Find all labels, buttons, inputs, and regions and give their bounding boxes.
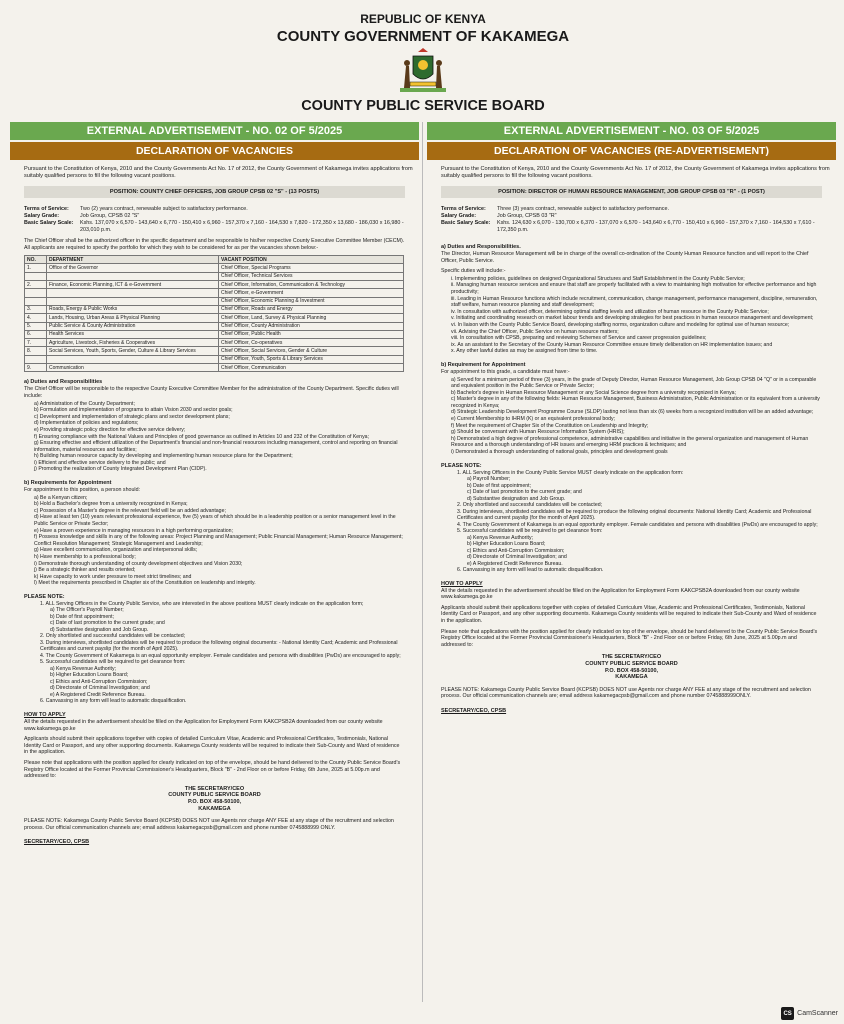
list-item: c) Possession of a Master's degree in the relevant field will be an added advantage;	[34, 507, 226, 514]
right-address	[427, 654, 836, 680]
address-line: THE SECRETARY/CEO	[184, 785, 245, 792]
list-item: 2. Only shortlisted and successful candidates will be contacted;	[40, 633, 186, 640]
left-howto-3: Please note that applications with the position applied for clearly indicated on top of the envelope, should be hand delivered to the County Public Service Board's Registry Office located at the Former Provincial Commissioner's Headquarters, Block "B" - 2nd Floor on or before Friday, 6th June, 2025 at 5.00p.m and addressed to:	[24, 759, 401, 780]
list-item: g) Have excellent communication, organization and interpersonal skills;	[34, 547, 198, 554]
grade-label: Salary Grade:	[24, 213, 60, 219]
address-line: KAKAMEGA	[198, 805, 231, 812]
right-advert-subtitle: DECLARATION OF VACANCIES (RE-ADVERTISEMENT)	[427, 142, 836, 160]
list-item: b) Hold a Bachelor's degree from a university recognized in Kenya;	[34, 501, 188, 508]
table-row	[25, 281, 404, 289]
right-footer-note: PLEASE NOTE: Kakamega County Public Service Board (KCPSB) DOES NOT use Agents nor charge ANY FEE at any stage of the recruitment and selection process. Our official communication channels are; email address kakamegacpsb@gmail.com and phone number 0745888999ONLY.	[441, 686, 811, 700]
list-item: a) Be a Kenyan citizen;	[34, 494, 88, 501]
table-cell	[25, 297, 47, 305]
terms-label: Terms of Service:	[441, 206, 486, 212]
list-item: i. Implementing policies, guidelines on designed Organizational Structures and Staff Establishment in the County Public Service;	[451, 275, 745, 282]
address-line: KAKAMEGA	[615, 674, 648, 681]
list-item: d) Strategic Leadership Development Programme Course (SLDP) lasting not less than six (6) weeks from a recognized institution will be an added advantage;	[451, 409, 814, 416]
table-cell: 4.	[25, 314, 47, 322]
left-duties-title: a) Duties and Responsibilities	[24, 379, 103, 386]
left-duties-intro: The Chief Officer will be responsible to the respective County Executive Committee Member for the administration of the County Department. Specific duties will include:	[24, 386, 399, 399]
right-advert-title: EXTERNAL ADVERTISEMENT - NO. 03 OF 5/2025	[427, 122, 836, 140]
left-reqs-list	[34, 495, 405, 587]
list-item: d) Implementation of policies and regulations;	[34, 420, 139, 427]
list-item: c) Date of last promotion to the current grade; and	[50, 620, 165, 627]
table-cell: Chief Officer, Public Health	[219, 330, 404, 338]
scale-value: Kshs. 124,630 x 6,070 - 130,700 x 6,370 - 137,070 x 6,570 - 143,640 x 6,770 - 150,410 x 6,960 - 157,370 x 7,160 - 164,530 x 7,610 - 172,350 p.m.	[497, 220, 815, 233]
list-item: c) Ethics and Anti-Corruption Commission;	[50, 678, 148, 685]
right-req-intro: For appointment to this grade, a candidate must have:-	[441, 368, 570, 375]
table-cell	[47, 272, 219, 280]
list-item: e) A Registered Credit Reference Bureau.	[467, 560, 563, 567]
grade-value: Job Group, CPSB 03 "R"	[497, 213, 557, 219]
list-item: f) Possess knowledge and skills in any of the following areas: Project Planning and Management; Public Financial Management; Human Resource Management; Conflict Resolution Management; Strategic Management and Leadership;	[34, 534, 403, 547]
table-cell: Chief Officer, Roads and Energy	[219, 305, 404, 313]
left-advert-subtitle: DECLARATION OF VACANCIES	[10, 142, 419, 160]
list-item: j) Be a strategic thinker and results oriented;	[34, 567, 136, 574]
list-item: 4. The County Government of Kakamega is an equal opportunity employer. Female candidates and persons with disabilities (PwDs) are encouraged to apply;	[457, 521, 818, 528]
scale-value: Kshs. 137,070 x 6,570 - 143,640 x 6,770 - 150,410 x 6,960 - 157,370 x 7,160 - 164,530 x 7,820 - 172,350 x 13,680 - 186,030 x 16,980 - 203,010 p.m.	[80, 220, 404, 233]
list-item: viii. In consultation with CPSB, preparing and reviewing Schemes of Service and career progression guidelines;	[451, 335, 707, 342]
table-cell: Office of the Governor	[47, 264, 219, 272]
right-advert	[427, 122, 836, 845]
address-line: P.O. BOX 458-50100,	[187, 798, 242, 805]
list-item: i) Demonstrate thorough understanding of county development objectives and Vision 2030;	[34, 560, 243, 567]
table-cell	[25, 289, 47, 297]
columns	[10, 122, 836, 845]
list-item: d) Directorate of Criminal Investigation; and	[467, 554, 567, 561]
list-item: c) Date of last promotion to the current grade; and	[467, 489, 582, 496]
list-item: f) Meet the requirement of Chapter Six of the Constitution on Leadership and Integrity;	[451, 422, 649, 429]
list-item: vi. In liaison with the County Public Service Board, developing staffing norms, organization culture and modeling for optimal use of human resource;	[451, 321, 790, 328]
list-item: e) Current Membership to IHRM (K) or an equivalent professional body;	[451, 416, 616, 423]
table-cell: Public Service & County Administration	[47, 322, 219, 330]
list-item: h) Demonstrated a high degree of professional competence, administrative capabilities and initiative in the general organization and management of Human Resource and a thorough understanding of HR issues and emerging HRM practices & techniques; and	[451, 435, 809, 449]
table-row	[25, 355, 404, 363]
table-cell: Communication	[47, 364, 219, 372]
table-row	[25, 330, 404, 338]
table-row	[25, 289, 404, 297]
table-cell: Chief Officer, Information, Communication & Technology	[219, 281, 404, 289]
list-item: vii. Advising the Chief Officer, Public Service on human resource matters;	[451, 328, 619, 335]
right-duties-intro-2: Specific duties will include:-	[441, 268, 506, 275]
table-cell: 5.	[25, 322, 47, 330]
table-cell: 8.	[25, 347, 47, 355]
left-position: POSITION: COUNTY CHIEF OFFICERS, JOB GROUP CPSB 02 "S" - (13 POSTS)	[24, 186, 405, 198]
camscanner-text: CamScanner	[797, 1010, 838, 1017]
list-item: g) Ensuring effective and efficient utilization of the Department's financial and non-financial resources including management, control and reporting on financial information, material resources and facilities;	[34, 440, 398, 453]
list-item: b) Bachelor's degree in Human Resource Management or any Social Science degree from a university recognized in Kenya;	[451, 389, 737, 396]
list-item: b) Higher Education Loans Board;	[50, 672, 129, 679]
table-cell: Chief Officer, Economic Planning & Investment	[219, 297, 404, 305]
table-cell: 2.	[25, 281, 47, 289]
address-line: THE SECRETARY/CEO	[601, 654, 662, 661]
list-item: 5. Successful candidates will be required to get clearance from:	[457, 528, 603, 535]
list-item: b) Formulation and implementation of programs to attain Vision 2030 and sector goals;	[34, 407, 233, 414]
left-note-title: PLEASE NOTE:	[24, 593, 65, 600]
list-item: 1. ALL Serving Officers in the County Public Service, who are interested in the above positions MUST clearly indicate on the application form;	[40, 600, 364, 607]
table-cell: Finance, Economic Planning, ICT & e-Government	[47, 281, 219, 289]
left-duties-list	[34, 401, 405, 474]
right-terms	[441, 206, 822, 234]
left-advert	[10, 122, 419, 845]
table-row	[25, 305, 404, 313]
left-howto-title: HOW TO APPLY	[24, 711, 66, 718]
table-row	[25, 314, 404, 322]
table-row	[25, 364, 404, 372]
terms-label: Terms of Service:	[24, 206, 69, 212]
table-cell: 1.	[25, 264, 47, 272]
list-item: a) The Officer's Payroll Number;	[50, 607, 124, 614]
table-cell: Chief Officer, Social Services, Gender & Culture	[219, 347, 404, 355]
terms-value: Two (2) years contract, renewable subject to satisfactory performance.	[80, 206, 248, 212]
camscanner-watermark	[781, 1007, 838, 1020]
table-cell	[47, 289, 219, 297]
right-howto-1: All the details requested in the advertisement should be filled on the Application for Employment Form KAKCPSB2A downloaded from our county website www.kakamega.go.ke	[441, 587, 800, 601]
table-cell: 7.	[25, 339, 47, 347]
table-cell: Chief Officer, Communication	[219, 364, 404, 372]
list-item: k) Have capacity to work under pressure to meet strict timelines; and	[34, 573, 192, 580]
table-cell: Social Services, Youth, Sports, Gender, Culture & Library Services	[47, 347, 219, 355]
scale-label: Basic Salary Scale:	[24, 220, 74, 226]
address-line: P.O. BOX 458-50100,	[604, 667, 659, 674]
list-item: a) Kenya Revenue Authority;	[467, 534, 534, 541]
table-row	[25, 322, 404, 330]
table-cell: Chief Officer, Land, Survey & Physical Planning	[219, 314, 404, 322]
table-row	[25, 339, 404, 347]
header	[10, 12, 836, 114]
list-item: x. Any other lawful duties as may be assigned from time to time.	[451, 348, 598, 355]
list-item: e) Providing strategic policy direction for effective service delivery;	[34, 426, 186, 433]
table-cell: 6.	[25, 330, 47, 338]
left-signoff: SECRETARY/CEO, CPSB	[24, 839, 90, 846]
left-req-intro: For appointment to this position, a person should:	[24, 487, 141, 494]
list-item: 6. Canvassing in any form will lead to automatic disqualification.	[40, 698, 187, 705]
list-item: b) Date of first appointment;	[467, 482, 532, 489]
grade-value: Job Group, CPSB 02 "S"	[80, 213, 140, 219]
list-item: 2. Only shortlisted and successful candidates will be contacted;	[457, 502, 603, 509]
list-item: iii. Leading in Human Resource functions which include recruitment, communication, change management, performance management, discipline, remuneration, staff welfare, human resource planning and staff development;	[451, 295, 818, 309]
right-duties-list	[451, 276, 822, 355]
list-item: ix. As an assistant to the Secretary of the County Human Resource Committee ensure timely deliberation on HR implementation issues; and	[451, 341, 773, 348]
list-item: h) Building human resource capacity by developing and implementing human resource plans for the Department;	[34, 453, 293, 460]
left-req-title: b) Requirements for Appointment	[24, 480, 112, 487]
list-item: g) Should be conversant with Human Resource Information System (HRIS);	[451, 429, 625, 436]
right-intro: Pursuant to the Constitution of Kenya, 2010 and the County Governments Act No. 17 of 2012, the County Government of Kakamega invites applications from suitably qualified persons to fill the following vacant positions.	[441, 166, 830, 179]
table-cell	[25, 272, 47, 280]
departments-table-body	[25, 264, 404, 372]
right-signoff: SECRETARY/CEO, CPSB	[441, 707, 507, 714]
table-cell: Chief Officer, e-Government	[219, 289, 404, 297]
list-item: f) Ensuring compliance with the National Values and Principles of good governance as outlined in Articles 10 and 232 of the Constitution of Kenya;	[34, 433, 369, 440]
table-row	[25, 264, 404, 272]
right-howto-2: Applicants should submit their applications together with copies of detailed Curriculum Vitae, Academic and Professional Certificates, Testimonials, National Identity Card or Passport, and any other supporting documents. Kakamega County residents will be required to indicate their Sub-County and Ward of residence in the application.	[441, 604, 817, 624]
list-item: i) Demonstrated a thorough understanding of national goals, principles and development goals	[451, 449, 668, 456]
table-cell: Chief Officer, Co-operatives	[219, 339, 404, 347]
right-duties-intro: The Director, Human Resource Management will be in charge of the overall co-ordination of the County Human Resource function and will report to the Chief Officer, Public Service.	[441, 251, 809, 264]
list-item: 3. During interviews, shortlisted candidates will be required to produce the following original documents: - National Identity Card; Academic and Professional Certificates and current payslip (for the month of April 2025).	[40, 639, 398, 653]
left-footer-note: PLEASE NOTE: Kakamega County Public Service Board (KCPSB) DOES NOT use Agents nor charge ANY FEE at any stage of the recruitment and selection process. Our official communication channels are; email address kakamegacpsb@gmail.com and phone number 0745888999 ONLY.	[24, 818, 394, 831]
table-cell: 9.	[25, 364, 47, 372]
address-line: COUNTY PUBLIC SERVICE BOARD	[585, 660, 678, 667]
table-row	[25, 272, 404, 280]
right-req-title: b) Requirement for Appointment	[441, 361, 526, 368]
header-board: COUNTY PUBLIC SERVICE BOARD	[301, 98, 545, 114]
right-position: POSITION: DIRECTOR OF HUMAN RESOURCE MANAGEMENT, JOB GROUP CPSB 03 "R" - (1 POST)	[441, 186, 822, 198]
right-howto-title: HOW TO APPLY	[441, 580, 483, 587]
list-item: c) Development and implementation of strategic plans and sector development plans;	[34, 413, 230, 420]
left-howto-1: All the details requested in the advertisement should be filled on the Application for Employment Form KAKCPSB2A downloaded from our county website www.kakamega.go.ke	[24, 718, 383, 732]
list-item: j) Promoting the realization of County Integrated Development Plan (CIDP).	[34, 466, 207, 473]
list-item: 3. During interviews, shortlisted candidates will be required to produce the following original documents: National Identity Card; Academic and Professional Certificates and current payslip (for the month of April 2025).	[457, 508, 812, 522]
right-duties-title: a) Duties and Responsibilities.	[441, 244, 521, 250]
advertisement-page	[10, 6, 836, 1006]
table-cell: Chief Officer, County Administration	[219, 322, 404, 330]
table-row	[25, 297, 404, 305]
list-item: d) Have at least ten (10) years relevant professional experience, five (5) years of which should be in a leadership position or a senior management level in the Public Service or Private Sector;	[34, 514, 396, 528]
table-cell: Chief Officer, Special Programs	[219, 264, 404, 272]
list-item: 1. ALL Serving Officers in the County Public Service MUST clearly indicate on the application form:	[457, 469, 684, 476]
list-item: l) Meet the requirements prescribed in Chapter six of the Constitution on leadership and integrity.	[34, 580, 256, 587]
table-header: NO.	[25, 256, 47, 264]
list-item: a) Kenya Revenue Authority;	[50, 665, 117, 672]
table-header: VACANT POSITION	[219, 256, 404, 264]
table-cell	[47, 355, 219, 363]
list-item: e) Have a proven experience in managing resources in a high performing organization;	[34, 527, 233, 534]
list-item: i) Efficient and effective service delivery to the public; and	[34, 459, 166, 466]
list-item: iv. In consultation with authorized officer, determining optimal staffing levels and utilization of human resource in the County Public Service;	[451, 308, 769, 315]
list-item: 4. The County Government of Kakamega is an equal opportunity employer. Female candidates and persons with disabilities (PwDs) are encouraged to apply;	[40, 652, 401, 659]
left-advert-title: EXTERNAL ADVERTISEMENT - NO. 02 OF 5/2025	[10, 122, 419, 140]
list-item: a) Payroll Number;	[467, 476, 511, 483]
list-item: d) Substantive designation and Job Group.	[50, 626, 149, 633]
left-intro: Pursuant to the Constitution of Kenya, 2010 and the County Governments Act No. 17 of 2012, the County Government of Kakamega invites applications from suitably qualified persons to fill the following vacant positions.	[24, 166, 413, 179]
right-howto-3: Please note that applications with the position applied for clearly indicated on top of the envelope, should be hand delivered to the County Public Service Board's Registry Office located at the Former Provincial Commissioner's Headquarters, Block "B" - 2nd Floor on or before Friday, 6th June, 2025 at 5.00p.m and addressed to:	[441, 628, 818, 648]
table-row	[25, 347, 404, 355]
departments-table	[24, 255, 404, 372]
table-cell: Health Services	[47, 330, 219, 338]
table-cell: 3.	[25, 305, 47, 313]
camscanner-badge: CS	[781, 1007, 794, 1020]
header-county-government: COUNTY GOVERNMENT OF KAKAMEGA	[276, 28, 570, 45]
address-line: COUNTY PUBLIC SERVICE BOARD	[168, 792, 261, 799]
table-cell	[47, 297, 219, 305]
list-item: b) Date of first appointment;	[50, 613, 115, 620]
right-reqs-list	[451, 377, 822, 456]
table-cell: Agriculture, Livestock, Fisheries & Cooperatives	[47, 339, 219, 347]
list-item: a) Served for a minimum period of three (3) years, in the grade of Deputy Director, Human Resource Management, Job Group CPSB 04 "Q" or in a comparable and equivalent position in the Public Service or Private Sector;	[451, 376, 817, 390]
table-cell: Roads, Energy & Public Works	[47, 305, 219, 313]
list-item: e) A Registered Credit Reference Bureau.	[50, 691, 146, 698]
left-notes-list	[40, 601, 405, 705]
left-address	[10, 786, 419, 812]
list-item: c) Ethics and Anti-Corruption Commission;	[467, 547, 565, 554]
list-item: 5. Successful candidates will be required to get clearance from:	[40, 659, 186, 666]
right-note-title: PLEASE NOTE:	[441, 462, 482, 469]
list-item: a) Administration of the County Department;	[34, 400, 135, 407]
scale-label: Basic Salary Scale:	[441, 220, 491, 226]
table-cell	[25, 355, 47, 363]
list-item: d) Substantive designation and Job Group.	[467, 495, 566, 502]
list-item: c) Master's degree in any of the following fields: Human Resource Management, Business Administration, Public Administration or its equivalent from a university recognized in Kenya;	[451, 396, 820, 409]
table-header: DEPARTMENT	[47, 256, 219, 264]
list-item: b) Higher Education Loans Board;	[467, 541, 546, 548]
table-cell: Lands, Housing, Urban Areas & Physical Planning	[47, 314, 219, 322]
list-item: h) Have membership to a professional body;	[34, 554, 136, 560]
list-item: d) Directorate of Criminal Investigation; and	[50, 685, 150, 692]
left-terms	[24, 206, 405, 234]
list-item: v. Initiating and coordinating research on market labour trends and developing strategies for best practices in human resource management and development;	[451, 315, 814, 322]
list-item: 6. Canvassing in any form will lead to automatic disqualification.	[457, 567, 604, 574]
header-republic: REPUBLIC OF KENYA	[360, 12, 486, 26]
terms-value: Three (3) years contract, renewable subject to satisfactory performance.	[497, 206, 669, 212]
left-howto-2: Applicants should submit their applications together with copies of detailed Curriculum Vitae, Academic and Professional Certificates, Testimonials, National Identity Card or Passport, and any other supporting documents. Kakamega County residents will be required to indicate their Sub-County and Ward of residence in the application.	[24, 736, 400, 756]
list-item: ii. Managing human resource services and ensure that staff are properly facilitated with a view to maintaining high motivation for effective performance and high productivity;	[451, 282, 817, 295]
coat-of-arms-icon	[396, 48, 450, 94]
right-notes-list	[457, 470, 822, 574]
grade-label: Salary Grade:	[441, 213, 477, 219]
chief-officer-note: The Chief Officer shall be the authorized officer in the specific department and be responsible to his/her respective County Executive Committee Member (CECM). All applicants are required to specify the portfolio for which they wish to be considered for as per the vacancies shown below:-	[24, 238, 405, 251]
table-cell: Chief Officer, Youth, Sports & Library Services	[219, 355, 404, 363]
table-cell: Chief Officer, Technical Services	[219, 272, 404, 280]
